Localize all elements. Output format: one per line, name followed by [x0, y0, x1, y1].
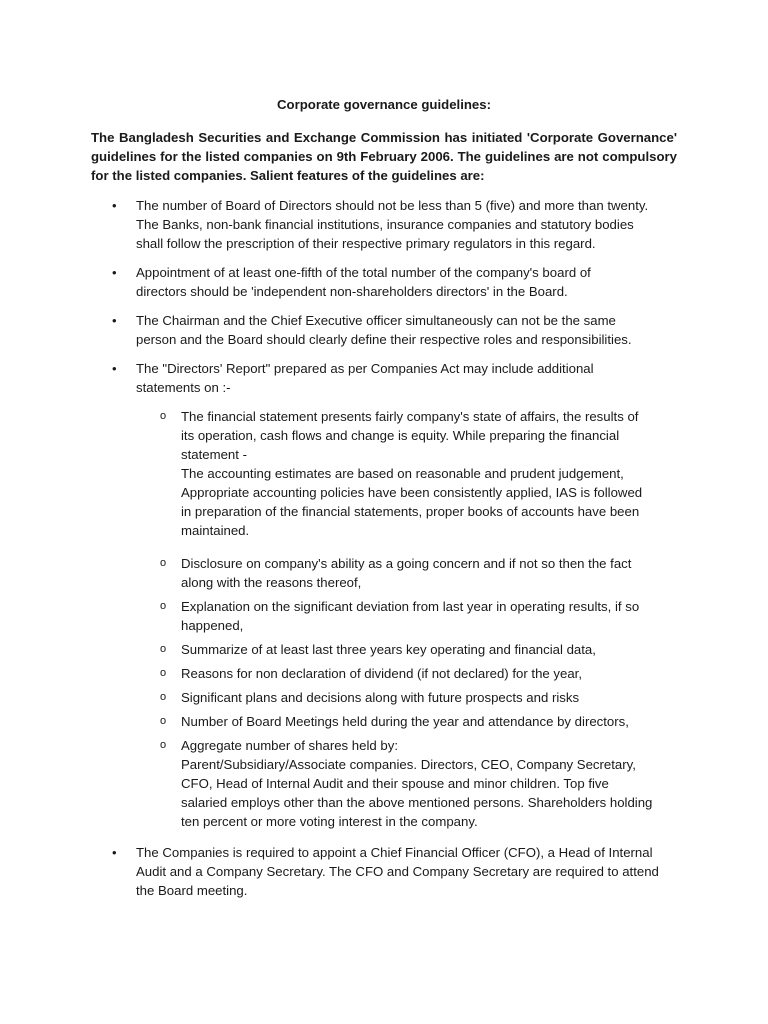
statement-text-line: The financial statement presents fairly company's state of affairs, the results of: [181, 409, 639, 424]
statement-text-line: Aggregate number of shares held by:: [181, 738, 398, 753]
statement-text-line: ten percent or more voting interest in the company.: [181, 814, 478, 829]
bullet-glyph: •: [112, 198, 117, 213]
bullet-glyph: •: [112, 265, 117, 280]
statement-item: [136, 640, 677, 659]
statement-text-line: along with the reasons thereof,: [181, 575, 362, 590]
guideline-text-line: The Companies is required to appoint a Chief Financial Officer (CFO), a Head of Internal: [136, 845, 653, 860]
guideline-item: [91, 843, 677, 900]
sub-bullet-glyph: o: [160, 715, 167, 727]
statement-text-line: Appropriate accounting policies have been consistently applied, IAS is followed: [181, 485, 643, 500]
guideline-text-line: statements on :-: [136, 380, 231, 395]
statement-text-line: Reasons for non declaration of dividend (if not declared) for the year,: [181, 666, 582, 681]
document-title: Corporate governance guidelines:: [277, 97, 491, 112]
sub-bullet-glyph: o: [160, 410, 167, 422]
statement-sublist: [136, 407, 677, 831]
intro-paragraph: The Bangladesh Securities and Exchange Commission has initiated 'Corporate Governance' guidelines for the listed companies on 9th February 2006. The guidelines are not compulsory for the listed companies. Salient features of the guidelines are:: [91, 130, 677, 183]
guideline-item: [91, 263, 677, 301]
statement-item: [136, 664, 677, 683]
statement-text-line: Significant plans and decisions along with future prospects and risks: [181, 690, 580, 705]
sub-bullet-glyph: o: [160, 643, 167, 655]
statement-item: [136, 688, 677, 707]
sub-bullet-glyph: o: [160, 600, 167, 612]
bullet-glyph: •: [112, 313, 117, 328]
statement-item: [136, 736, 677, 831]
bullet-glyph: •: [112, 361, 117, 376]
statement-text-line: Parent/Subsidiary/Associate companies. Directors, CEO, Company Secretary,: [181, 757, 636, 772]
guideline-text-line: The "Directors' Report" prepared as per Companies Act may include additional: [136, 361, 594, 376]
statement-text-line: its operation, cash flows and change is equity. While preparing the financial: [181, 428, 620, 443]
sub-bullet-glyph: o: [160, 691, 167, 703]
statement-item: [136, 597, 677, 635]
statement-item: [136, 407, 677, 540]
statement-text-line: in preparation of the financial statements, proper books of accounts have been: [181, 504, 640, 519]
statement-text-line: Summarize of at least last three years key operating and financial data,: [181, 642, 596, 657]
statement-item: [136, 712, 677, 731]
guideline-text-line: The number of Board of Directors should not be less than 5 (five) and more than twenty.: [136, 198, 649, 213]
statement-text-line: CFO, Head of Internal Audit and their spouse and minor children. Top five: [181, 776, 609, 791]
statement-text-line: The accounting estimates are based on reasonable and prudent judgement,: [181, 466, 624, 481]
guideline-text-line: The Chairman and the Chief Executive officer simultaneously can not be the same: [136, 313, 616, 328]
guideline-item: [91, 359, 677, 831]
guideline-item: [91, 311, 677, 349]
sub-bullet-glyph: o: [160, 557, 167, 569]
sub-bullet-glyph: o: [160, 667, 167, 679]
sub-bullet-glyph: o: [160, 739, 167, 751]
statement-text-line: salaried employs other than the above mentioned persons. Shareholders holding: [181, 795, 653, 810]
statement-text-line: maintained.: [181, 523, 250, 538]
guideline-text-line: the Board meeting.: [136, 883, 248, 898]
statement-text-line: happened,: [181, 618, 244, 633]
statement-text-line: statement -: [181, 447, 247, 462]
guideline-text-line: Appointment of at least one-fifth of the total number of the company's board of: [136, 265, 591, 280]
statement-text-line: Number of Board Meetings held during the year and attendance by directors,: [181, 714, 629, 729]
statement-text-line: Explanation on the significant deviation from last year in operating results, if so: [181, 599, 640, 614]
guideline-text-line: directors should be 'independent non-shareholders directors' in the Board.: [136, 284, 568, 299]
guideline-item: [91, 196, 677, 253]
statement-item: [136, 554, 677, 592]
guideline-text-line: The Banks, non-bank financial institutions, insurance companies and statutory bodies: [136, 217, 634, 232]
guideline-text-line: Audit and a Company Secretary. The CFO and Company Secretary are required to attend: [136, 864, 659, 879]
statement-text-line: Disclosure on company's ability as a going concern and if not so then the fact: [181, 556, 632, 571]
guideline-list: [91, 196, 677, 900]
guideline-text-line: shall follow the prescription of their respective primary regulators in this regard.: [136, 236, 596, 251]
guideline-text-line: person and the Board should clearly define their respective roles and responsibilities.: [136, 332, 632, 347]
bullet-glyph: •: [112, 845, 117, 860]
